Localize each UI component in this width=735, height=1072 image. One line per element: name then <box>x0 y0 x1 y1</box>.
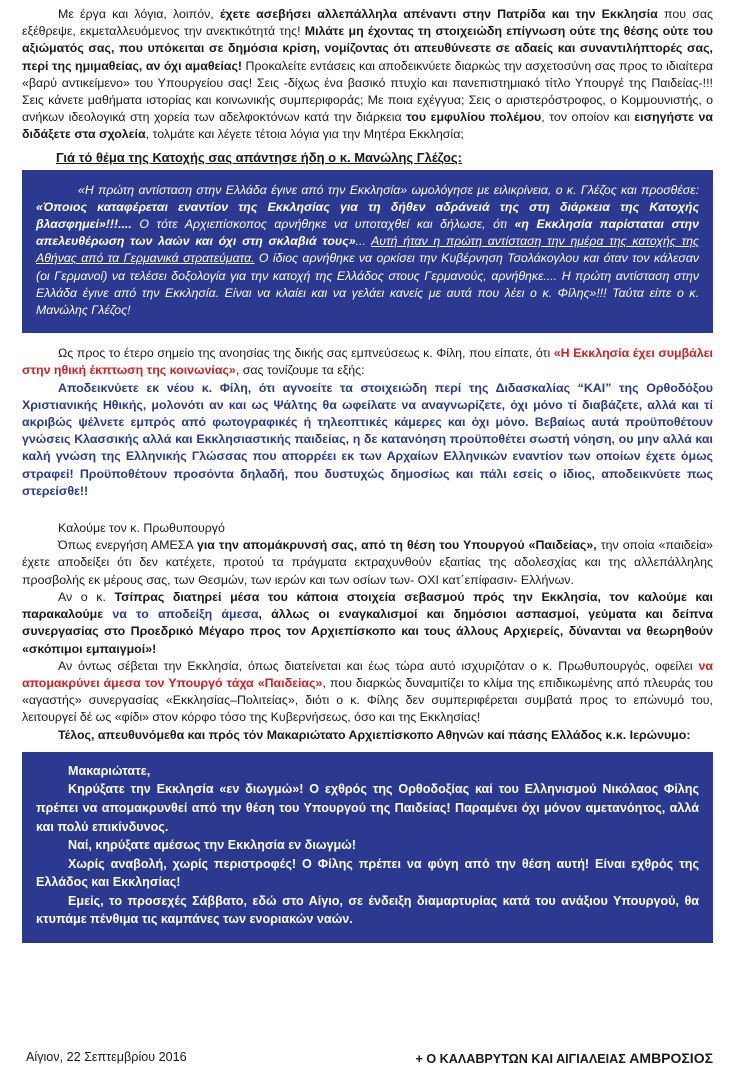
signature-title: + Ο ΚΑΛΑΒΡΥΤΩΝ ΚΑΙ ΑΙΓΙΑΛΕΙΑΣ <box>415 1052 630 1066</box>
text-run: , που διαρκώς δυναμιτίζει το κλίμα της επιδικωμένης από πλευράς του «αγαστής» συνεργασίας «Εκκλησίας–Πολιτείας», διότι ο κ. Φίλης δεν συμπεριφέρεται συμβατά προς το επώνυμό του, λειτουργεί δέ ως «φίδι» στον κόρφο τόσο της Κυβερνήσεως, όσο και της Εκκλησίας! <box>22 675 714 725</box>
text-run: Όπως ενεργήση ΑΜΕΣΑ <box>58 538 197 553</box>
text-run-bold: , άλλως οι εναγκαλισμοί και δημόσιοι ασπασμοί, γεύματα και δείπνα συνεργασίας στο Προεδρικό Μέγαρο προς τον Αρχιεπίσκοπο και τους άλλους Αρχιερείς, δύνανται να θεωρηθούν «σκόπιμοι εμπαιγμοί»! <box>22 607 713 656</box>
text-run: Ο τότε Αρχιεπίσκοπος αρνήθηκε να υποταχθεί και δήλωσε, ότι <box>131 217 515 232</box>
paragraph-1 <box>22 6 713 144</box>
paragraph-4 <box>22 537 713 589</box>
paragraph-5 <box>22 589 713 658</box>
appeal-line: Κηρύξατε την Εκκλησία «εν διωγμώ»! Ο εχθρός της Ορθοδοξίας καί του Ελληνισμού Νικόλαος Φίλης πρέπει να απομακρυνθεί από την θέση του Υπουργού της Παιδείας! Παραμένει όχι μόνον αμετανόητος, αλλά και πολύ επικίνδυνος. <box>36 782 699 834</box>
heading-occupation: Γιά τό θέμα της Κατοχής σας απάντησε ήδη ο κ. Μανώλης Γλέζος: <box>56 149 462 165</box>
appeal-line: Χωρίς αναβολή, χωρίς περιστροφές! Ο Φίλης πρέπει να φύγη από την θέση αυτή! Είναι εχθρός της Ελλάδος και Εκκλησίας! <box>36 856 699 890</box>
text-run: , τον οποίον και <box>541 110 635 125</box>
date-place: Αίγιον, 22 Σεπτεμβρίου 2016 <box>26 1050 187 1064</box>
appeal-line: Μακαριώτατε, <box>68 763 151 778</box>
text-run: Αν ο κ. <box>58 589 115 604</box>
paragraph-2 <box>22 345 713 379</box>
text-run-bold: για την απομάκρυνσή σας, από τη θέση του Υπουργού «Παιδείας», <box>196 538 597 553</box>
signature <box>415 1050 713 1066</box>
text-run-bold: Τσίπρας διατηρεί μέσα του κάποια στοιχεία σεβασμού πρός την Εκκλησία, τον καλούμε και παρακαλούμε <box>22 589 713 622</box>
paragraph-3: Αποδεικνύετε εκ νέου κ. Φίλη, ότι αγνοείτε τα στοιχειώδη περί της Διδασκαλίας “ΚΑΙ” της Ορθοδόξου Χριστιανικής Ηθικής, μολονότι αν και ως Ψάλτης θα ωφείλατε να αναγνωρίζετε, όχι μόνο τί διαβάζετε, αλλά και τί ακριβώς ψέλνετε εμπρός από φωτογραφικές ή τηλεοπτικές κάμερες και όχι μόνο. Βεβαίως αυτά προϋποθέτουν γνώσεις Κλασσικής αλλά και Εκκλησιαστικής παιδείας, η δε κατανόηση προϋποθέτει σωστή νόηση, ου μην αλλά και καλή γνώση της Ελληνικής Γλώσσας που απορρέει εκ των Αρχαίων Ελληνικών εναντίον των οποίων έχετε όμως στραφεί! Προϋποθέτουν προσόντα δηλαδή, που δυστυχώς δημοσίως και πάλι εσείς ο ίδιος, αποδεικνύετε πως στερείσθε!! <box>22 380 713 498</box>
paragraph-7: Τέλος, απευθυνόμεθα και πρός τόν Μακαριώτατο Αρχιεπίσκοπο Αθηνών καί πάσης Ελλάδος κ.κ. Ιερώνυμο: <box>58 727 691 742</box>
text-run-bold: «η Εκκλησία παρίσταται στην απελευθέρωση των λαών και όχι στη σκλαβιά τους» <box>36 217 700 249</box>
text-run: που σας εξέθρεψε, εκμεταλλευόμενος την ανεκτικότητά της! <box>22 7 713 39</box>
text-run: την οποία «παιδεία» έχετε αποδείξει ότι δεν κατέχετε, προτού τα πράγματα εκτραχυνθούν εξαιτίας της αδολεσχίας και της αλλεπάλληλης προσβολής εκ μέρους σας, των Θεσμών, των ιερών και των οσίων των- ΟΧΙ κατ΄επίφασιν- Ελλήνων. <box>22 538 714 587</box>
paragraph-6 <box>22 658 713 727</box>
quote-box-glezos <box>22 170 713 334</box>
text-run: , τολμάτε και λέγετε τέτοια λόγια για την Μητέρα Εκκλησία; <box>145 127 464 142</box>
text-run: Με έργα και λόγια, λοιπόν, <box>58 7 220 21</box>
text-run: Ο ίδιος αρνήθηκε να ορκίσει την Κυβέρνηση Τσολάκογλου και όταν τον κάλεσαν (οι Γερμανοί) να τελέσει δοξολογία για την κατοχή της Ελλάδος στους Γερμανούς, αρνήθηκε.... Η πρώτη αντίσταση στην Ελλάδα έγινε από την Εκκλησία. Είναι να κλαίει και να γελάει κανείς με αυτά που λέει ο κ. Φίλης»!!! Ταύτα είπε ο κ. Μανώλης Γλέζος! <box>36 251 699 318</box>
appeal-line: Ναί, κηρύξατε αμέσως την Εκκλησία εν διωγμώ! <box>68 838 357 853</box>
text-run: ... <box>355 234 372 249</box>
text-run-red: να απομακρύνει άμεσα τον Υπουργό τάχα «Παιδείας» <box>22 658 713 690</box>
text-run-bold: του εμφυλίου πολέμου <box>406 110 542 125</box>
text-run: Προκαλείτε εντάσεις και αποδεικνύετε διαρκώς την ασχετοσύνη σας προς το ιδιαίτερα «βαρύ αντικείμενο» του Υπουργείου σας! Σεις -δίχως ένα βασικό πτυχίο και πανεπιστημιακό τίτλο Υπουργέ της Παιδείας-!!! Σεις κάνετε μαθήματα ιστορίας και κοινωνικής συμπεριφοράς; Με ποια εχέγγυα; Σεις ο αριστερόστροφος, ο Κομμουνιστής, ο ανήκων ιδεολογικά στη χορεία των αδελφοκτόνων κατά την διάρκεια <box>22 58 713 125</box>
signature-name: ΑΜΒΡΟΣΙΟΣ <box>629 1050 713 1066</box>
quote-text <box>36 182 699 320</box>
footer <box>26 1050 713 1066</box>
text-run-bold: Μιλάτε μη έχοντας τη στοιχειώδη επίγνωση ούτε της θέσης ούτε του αξιώματός σας, που υπόκειται σε δημόσια κρίση, νομίζοντας ότι απευθύνεστε σε αδαείς και συναντιλήπτορές σας, περί της ημιμαθείας, αν όχι αμαθείας! <box>22 24 713 73</box>
text-run: «Η πρώτη αντίσταση στην Ελλάδα έγινε από την Εκκλησία» ωμολόγησε με ειλικρίνεια, ο κ. Γλέζος και προσθέσε: <box>78 182 699 197</box>
text-run: Αν όντως σέβεται την Εκκλησία, όπως διατείνεται και έως τώρα αυτό ισχυριζόταν ο κ. Πρωθυπουργός, οφείλει <box>58 658 699 673</box>
appeal-box-archbishop <box>22 752 713 943</box>
text-run-bold: «Όποιος καταφέρεται εναντίον της Εκκλησίας για τη δήθεν αδράνειά της στη διάρκεια της Κατοχής βλασφημεί»!!!.... <box>36 199 699 232</box>
text-run: Ως προς το έτερο σημείο της ανοησίας της δικής σας εμπνεύσεως κ. Φίλη, που είπατε, ότι <box>58 346 554 361</box>
text-run-red: «Η Εκκλησία έχει συμβάλει στην ηθική έκπτωση της κοινωνίας» <box>22 346 713 378</box>
heading-prime-minister: Καλούμε τον κ. Πρωθυπουργό <box>58 521 225 536</box>
appeal-line: Εμείς, το προσεχές Σάββατο, εδώ στο Αίγιο, σε ένδειξη διαμαρτυρίας κατά του ανάξιου Υπουργού, θα κτυπάμε πένθιμα τις καμπάνες των ενοριακών ναών. <box>36 893 699 927</box>
text-run: , σας τονίζουμε τα εξής: <box>235 363 365 378</box>
text-run-bold: έχετε ασεβήσει αλλεπάλληλα απέναντι στην Πατρίδα και την Εκκλησία <box>219 7 658 21</box>
text-run-underlined: Αυτή ήταν η πρώτη αντίσταση την ημέρα της κατοχής της Αθήνας από τα Γερμανικά στρατεύματα. <box>36 234 699 266</box>
text-run-blue: να το αποδείξη άμεσα <box>112 607 259 622</box>
text-run-bold: εισηγήστε να διδάξετε στα σχολεία <box>22 110 713 142</box>
